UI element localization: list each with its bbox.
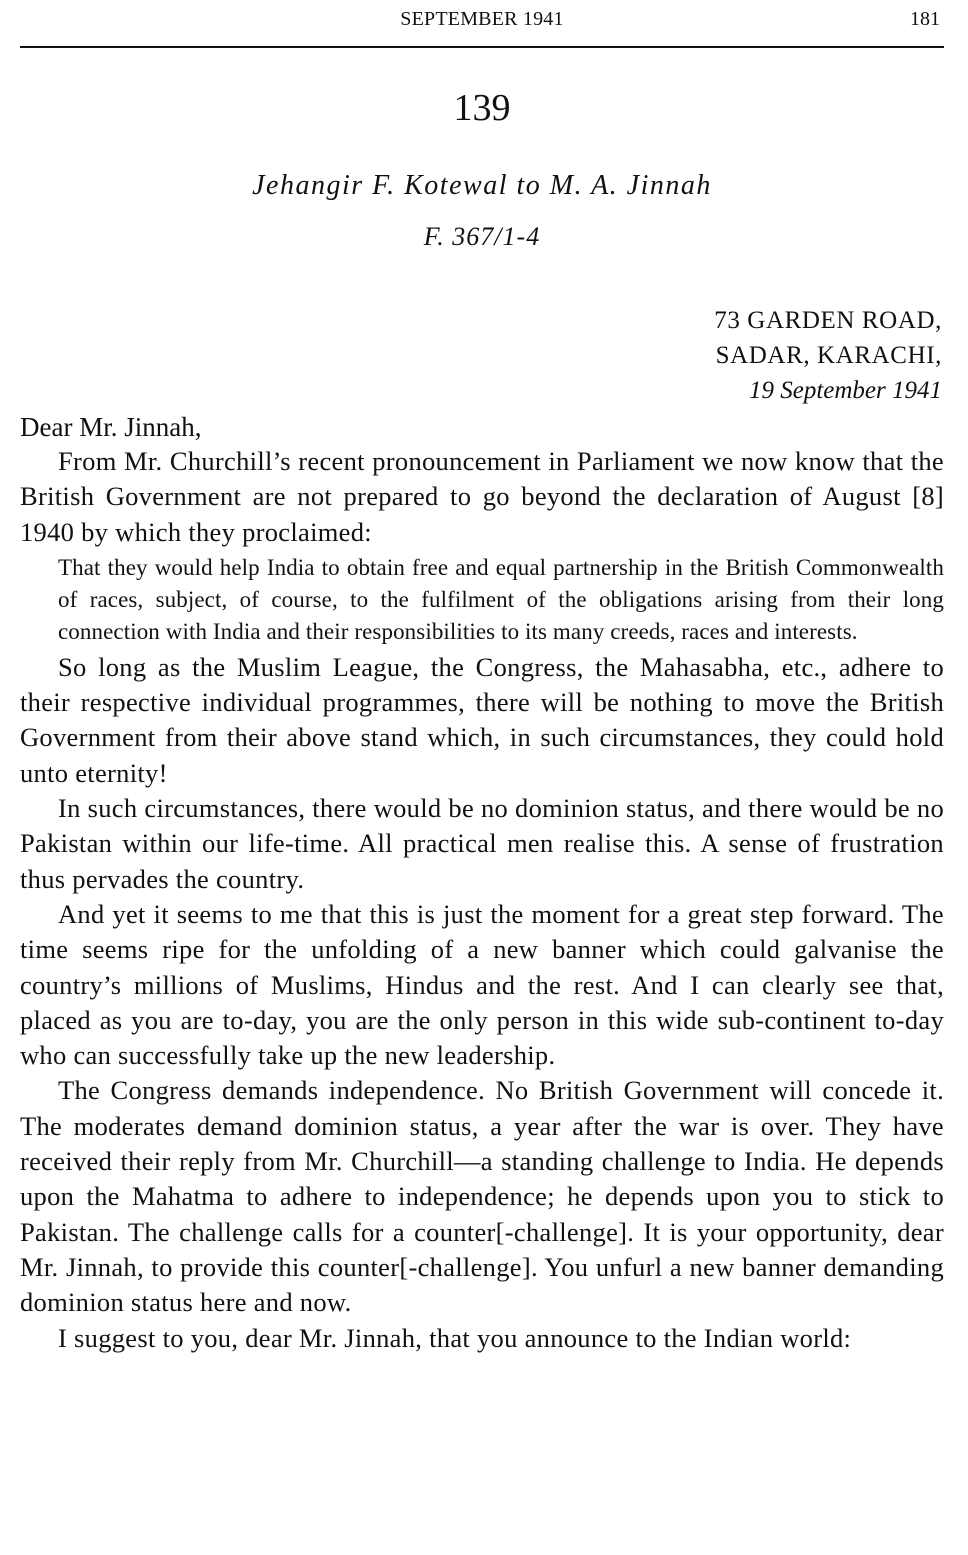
address-line: 73 GARDEN ROAD, (714, 307, 942, 334)
body-paragraph: I suggest to you, dear Mr. Jinnah, that you announce to the Indian world: (58, 1322, 852, 1353)
address-line: SADAR, KARACHI, (715, 342, 942, 369)
page-number: 181 (910, 8, 940, 30)
sender-address-block (714, 303, 942, 408)
document-reference: F. 367/1-4 (423, 222, 541, 251)
salutation: Dear Mr. Jinnah, (20, 412, 202, 442)
body-paragraph: And yet it seems to me that this is just the moment for a great step forward. The time seems ripe for the unfolding of a new banner which could galvanise the country’s millions of Muslims, Hindus and the rest. And I can clearly see that, placed as you are to-day, you are the only person in this wide sub-continent to-day who can successfully take up the new leadership. (20, 898, 944, 1071)
body-paragraph: From Mr. Churchill’s recent pronouncement in Parliament we now know that the British Government are not prepared to go beyond the declaration of August [8] 1940 by which they proclaimed: (20, 446, 944, 547)
letter-date: 19 September 1941 (748, 377, 942, 404)
body-paragraph: In such circumstances, there would be no dominion status, and there would be no Pakistan within our life-time. All practical men realise this. A sense of frustration thus pervades the country. (20, 793, 944, 894)
document-page (20, 0, 944, 1555)
document-number: 139 (453, 87, 511, 129)
body-paragraph: So long as the Muslim League, the Congress, the Mahasabha, etc., adhere to their respective individual programmes, there will be nothing to move the British Government from their above stand which, in such circumstances, they could hold unto eternity! (20, 651, 944, 788)
letter-body (20, 444, 944, 1356)
header-rule (20, 46, 944, 48)
running-head-title: SEPTEMBER 1941 (400, 8, 564, 30)
body-paragraph: The Congress demands independence. No British Government will concede it. The moderates demand dominion status, a year after the war is over. They have received their reply from Mr. Churchill—a standing challenge to India. He depends upon the Mahatma to adhere to independence; he depends upon you to stick to Pakistan. The challenge calls for a counter[-challenge]. It is your opportunity, dear Mr. Jinnah, to provide this counter[-challenge]. You unfurl a new banner demanding dominion status here and now. (20, 1075, 944, 1318)
quoted-declaration: That they would help India to obtain free and equal partnership in the British Commonwealth of races, subject, of course, to the fulfilment of the obligations arising from their long connection with India and their responsibilities to its many creeds, races and interests. (58, 554, 944, 644)
running-head (20, 8, 944, 38)
document-heading: Jehangir F. Kotewal to M. A. Jinnah (252, 170, 712, 201)
